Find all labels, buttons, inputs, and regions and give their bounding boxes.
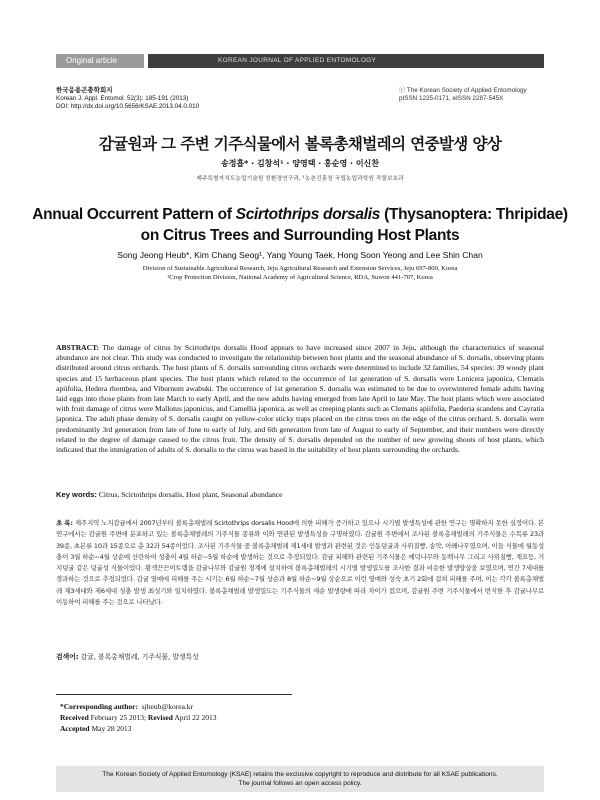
accepted-date: May 28 2013 — [91, 724, 132, 733]
korean-keywords-label: 검색어: — [56, 653, 79, 661]
english-title — [0, 204, 600, 246]
accepted-label: Accepted — [60, 724, 90, 733]
english-title-species: Scirtothrips dorsalis — [235, 206, 381, 223]
english-affiliation-1: Division of Sustainable Agricultural Research, Jeju Agricultural Research and Extension Services, Jeju 697-800, Korea — [142, 265, 458, 272]
journal-header-bar — [0, 54, 600, 68]
received-label: Received — [60, 713, 89, 722]
publisher-block — [399, 87, 527, 103]
correspondence-block — [60, 701, 216, 734]
doi-link[interactable]: DOI: http://dx.doi.org/10.5656/KSAE.2013.04.0.010 — [56, 103, 200, 110]
article-type-label: Original article — [56, 54, 144, 68]
journal-banner: KOREAN JOURNAL OF APPLIED ENTOMOLOGY — [148, 54, 544, 68]
abstract-label: ABSTRACT: — [56, 343, 100, 352]
english-title-line2: on Citrus Trees and Surrounding Host Plants — [140, 227, 460, 244]
english-abstract — [56, 343, 544, 455]
abstract-text: The damage of citrus by Scirtothrips dorsalis Hood appears to have increased since 2007 in Jeju, although the characteristics of seasonal abundance are not clear. This study was conducted to investigate the relationship between host plants and the seasonal abundance of S. dorsalis, observing plants distributed around citrus orchards. The host plants of S. dorsalis surrounding citrus orchards were determined to include 32 families, 54 species: 39 woody plant species and 15 herbaceous plant species. The host plants which related to the occurrence of 1st generation of S. dorsalis were Lonicera japonica, Clematis apiifolia, Hedera rhombea, and Viburnum awabuki. The occurrence of 1st generation S. dorsalis was estimated to be due to overwintered female adults having laid eggs into those plants from late March to early April, and the new adults having emerged from late April to late May. The host plants which were associated with fruit damage of citrus were Mallotus japonicus, and Camellia japonica, as well as creeping plants such as Clematis apiifolia, Paederia scandens and Cayratia japonica. The adult phase density of S. dorsalis caught on yellow-color sticky traps placed on the citrus trees on the edge of the citrus orchard. S. dorsalis were predominantly 3rd generation from late of June to early of July, and 6th generation from late of August to early of September, and their numbers were directly related to the degree of damage caused to the citrus fruit. The density of S. dorsalis depended on the number of new growing shoots of host plants, which indicated that the immigration of adults of S. dorsalis to the citrus was based in the suitability of host plants surrounding the orchards. — [56, 343, 544, 455]
issn-line: pISSN 1225-0171, eISSN 2287-545X — [399, 95, 504, 102]
keywords-text: Citrus, Scirtothrips dorsalis, Host plant, Seasonal abundance — [98, 490, 283, 499]
footer-line-1: The Korean Society of Applied Entomology (KSAE) retains the exclusive copyright to reproduce and distribute for all KSAE publications. — [102, 771, 498, 778]
footer-line-2: The journal follows an open access policy. — [238, 780, 362, 787]
corresponding-email[interactable]: sjheub@korea.kr — [141, 702, 194, 711]
corresponding-author-label: *Corresponding author: — [60, 702, 138, 711]
copyright-notice: ⓒ The Korean Society of Applied Entomology — [399, 87, 527, 94]
english-keywords — [56, 490, 544, 499]
copyright-footer — [56, 766, 544, 792]
english-title-pre: Annual Occurrent Pattern of — [32, 206, 236, 223]
revised-label: Revised — [147, 713, 173, 722]
citation-block — [56, 87, 199, 111]
english-title-post: (Thysanoptera: Thripidae) — [380, 206, 568, 223]
revised-date: April 22 2013 — [174, 713, 217, 722]
korean-affiliation: 제주특별자치도농업기술원 친환경연구과, ¹농촌진흥청 국립농업과학원 작물보호과 — [196, 176, 404, 182]
english-authors: Song Jeong Heub*, Kim Chang Seog¹, Yang Young Taek, Hong Soon Yeong and Lee Shin Chan — [117, 250, 483, 260]
korean-title: 감귤원과 그 주변 기주식물에서 볼록총채벌레의 연중발생 양상 — [98, 135, 502, 153]
received-date: February 25 2013; — [90, 713, 147, 722]
english-affiliation-2: ¹Crop Protection Division, National Academy of Agricultural Science, RDA, Suwon 441-707, Korea — [167, 274, 433, 281]
korean-abstract-label: 초 록: — [56, 519, 73, 527]
journal-reference: Korean J. Appl. Entomol. 52(3): 185-191 (2013) — [56, 95, 189, 102]
korean-abstract-text: 제주지역 노지감귤에서 2007년부터 볼록총채벌레 Scirtothrips dorsalis Hood에 의한 피해가 증가하고 있으나 시기별 발생특성에 관한 연구는 명확하지 못한 실정이다. 본 연구에서는 감귤원 주변에 분포하고 있는 볼록총채벌레의 기주식물 종류와 이와 연관된 발생특성을 구명하였다. 감귤원 주변에서 조사된 볼록총채벌레의 기주식물은 수목류 23과 39종, 초본류 10과 15종으로 총 32과 54종이었다. 조사된 기주식물 중 볼록총채벌레 제1세대 발생과 관련된 것은 인동덩굴과 사위질빵, 송악, 아왜나무였으며, 이들 식물에 월동성충이 3월 하순~4월 상순에 산란하여 성충이 4월 하순~5월 하순에 발생하는 것으로 추정되었다. 감귤 피해와 관련된 기주식물은 예덕나무와 동백나무 그리고 사위질빵, 계요등, 거지덩굴 같은 덩굴성 식물이었다. 황색끈끈이트랩을 감귤나무와 감귤원 경계에 설치하여 볼록총채벌레의 시기별 발생밀도를 조사한 결과 비슷한 발생양상을 보였으며, 연간 7세대를 경과하는 것으로 추정되었다. 감귤 열매에 피해를 주는 시기는 6월 하순~7월 상순과 8월 하순~9월 상순으로 이런 열매와 성숙 초기 2회에 걸쳐 피해를 주며, 이는 각각 볼록총채벌레 제3세대와 제6세대 성충 발생 최성기와 일치하였다. 볼록총채벌레 발생밀도는 기주식물의 새순 발생량에 따라 차이가 컸으며, 감귤원 주변 기주식물에서 번식한 후 감귤나무로 이동하여 피해를 주는 것으로 나타났다. — [56, 519, 544, 607]
korean-keywords — [56, 651, 544, 661]
korean-keywords-text: 감귤, 볼록총채벌레, 기주식물, 발생특성 — [80, 653, 199, 661]
journal-korean-name: 한국응용곤충학회지 — [56, 87, 113, 94]
korean-abstract — [56, 518, 544, 608]
keywords-label: Key words: — [56, 490, 97, 499]
footnote-divider — [56, 694, 292, 695]
korean-authors: 송정흡* · 김창석¹ · 양영택 · 홍순영 · 이신찬 — [220, 159, 380, 168]
english-affiliations — [0, 264, 600, 282]
